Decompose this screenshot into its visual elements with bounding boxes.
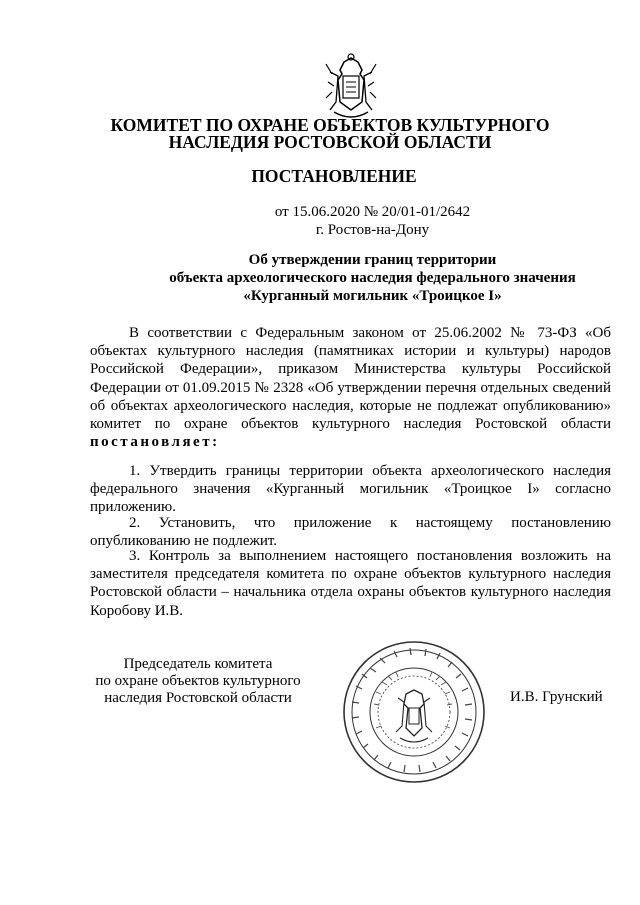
official-seal-icon bbox=[340, 638, 488, 786]
preamble-text: В соответствии с Федеральным законом от 25.06.2002 № 73-ФЗ «Об объектах культурного наследия (памятниках истории и культуры) народов Российской Федерации», приказом Министерства культуры Российской Федерации от 01.09.2015 № 2328 «Об утверждении перечня отдельных сведений об объектах археологического наследия, которые не подлежат опубликованию» комитет по охране объектов культурного наследия Ростовской области bbox=[90, 325, 611, 433]
city: г. Ростов-на-Дону bbox=[315, 222, 430, 238]
org-name-line1: КОМИТЕТ ПО ОХРАНЕ ОБЪЕКТОВ КУЛЬТУРНОГО bbox=[110, 115, 550, 135]
subject-line2: объекта археологического наследия федерального значения bbox=[169, 270, 576, 286]
signer-name: И.В. Грунский bbox=[510, 689, 603, 705]
date-number: от 15.06.2020 № 20/01-01/2642 bbox=[274, 204, 471, 220]
decree-word: постановляет: bbox=[90, 434, 220, 451]
signer-position-line3: наследия Ростовской области bbox=[104, 690, 292, 706]
item-3: 3. Контроль за выполнением настоящего постановления возложить на заместителя председателя комитета по охране объектов культурного наследия Ростовской области – начальника отдела охраны объектов культурного наследия Коробову И.В. bbox=[90, 548, 611, 619]
item-1: 1. Утвердить границы территории объекта археологического наследия федерального значения «Курганный могильник «Троицкое I» согласно приложению. bbox=[90, 463, 611, 516]
signer-position-line1: Председатель комитета bbox=[123, 656, 273, 672]
coat-of-arms-icon bbox=[320, 52, 382, 124]
signer-position-line2: по охране объектов культурного bbox=[95, 673, 301, 689]
preamble-paragraph bbox=[90, 324, 611, 451]
subject-line1: Об утверждении границ территории bbox=[248, 252, 497, 268]
document-type: ПОСТАНОВЛЕНИЕ bbox=[251, 166, 417, 186]
subject-line3: «Курганный могильник «Троицкое I» bbox=[243, 288, 502, 304]
item-2: 2. Установить, что приложение к настоящему постановлению опубликованию не подлежит. bbox=[90, 515, 611, 550]
org-name-line2: НАСЛЕДИЯ РОСТОВСКОЙ ОБЛАСТИ bbox=[168, 132, 492, 152]
